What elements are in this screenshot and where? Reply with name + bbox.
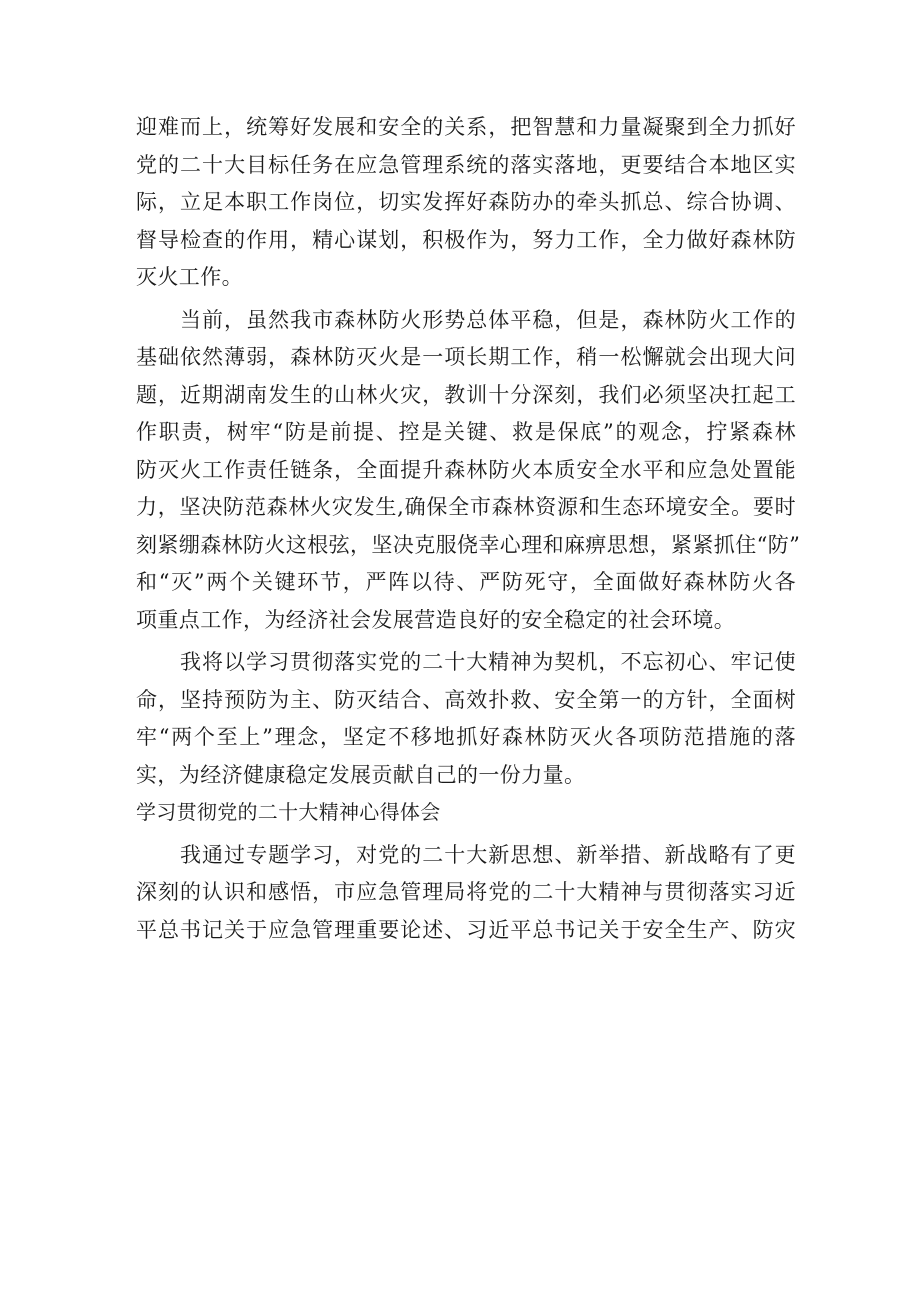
text-line: 牢“两个至上”理念，坚定不移地抓好森林防灭火各项防范措施的落 bbox=[136, 725, 796, 749]
text-line: 督导检查的作用，精心谋划，积极作为，努力工作，全力做好森林防 bbox=[136, 227, 796, 252]
section-heading bbox=[136, 794, 796, 832]
heading-text: 学习贯彻党的二十大精神心得体会 bbox=[136, 800, 441, 824]
text-line: 作职责，树牢“防是前提、控是关键、救是保底”的观念，拧紧森林 bbox=[136, 420, 796, 444]
text-line: 灭火工作。 bbox=[136, 265, 243, 289]
text-line: 防灭火工作责任链条，全面提升森林防火本质安全水平和应急处置能 bbox=[136, 457, 796, 482]
text-line: 迎难而上，统筹好发展和安全的关系，把智慧和力量凝聚到全力抓好 bbox=[136, 115, 796, 139]
text-line: 和“灭”两个关键环节，严阵以待、严防死守，全面做好森林防火各 bbox=[136, 570, 796, 594]
text-line: 际，立足本职工作岗位，切实发挥好森防办的牵头抓总、综合协调、 bbox=[136, 190, 796, 214]
text-line: 实，为经济健康稳定发展贡献自己的一份力量。 bbox=[136, 762, 586, 787]
text-line: 项重点工作，为经济社会发展营造良好的安全稳定的社会环境。 bbox=[136, 607, 736, 632]
paragraph-1 bbox=[136, 109, 796, 297]
text-line: 题，近期湖南发生的山林火灾，教训十分深刻，我们必须坚决扛起工 bbox=[136, 382, 796, 407]
text-line: 党的二十大目标任务在应急管理系统的落实落地，更要结合本地区实 bbox=[136, 152, 796, 177]
text-line: 基础依然薄弱，森林防灭火是一项长期工作，稍一松懈就会出现大问 bbox=[136, 345, 796, 369]
text-line: 命，坚持预防为主、防灭结合、高效扑救、安全第一的方针，全面树 bbox=[136, 687, 796, 712]
text-line: 力，坚决防范森林火灾发生,确保全市森林资源和生态环境安全。要时 bbox=[136, 495, 796, 519]
text-line: 刻紧绷森林防火这根弦，坚决克服侥幸心理和麻痹思想，紧紧抓住“防” bbox=[136, 532, 801, 557]
text-line: 深刻的认识和感悟，市应急管理局将党的二十大精神与贯彻落实习近 bbox=[136, 880, 796, 904]
text-line: 我通过专题学习，对党的二十大新思想、新举措、新战略有了更 bbox=[180, 842, 796, 867]
text-line: 平总书记关于应急管理重要论述、习近平总书记关于安全生产、防灾 bbox=[136, 917, 796, 942]
paragraph-3 bbox=[136, 644, 796, 794]
paragraph-4 bbox=[136, 837, 796, 950]
document-body bbox=[136, 109, 801, 949]
paragraph-2 bbox=[136, 302, 801, 640]
text-line: 当前，虽然我市森林防火形势总体平稳，但是，森林防火工作的 bbox=[180, 307, 796, 332]
text-line: 我将以学习贯彻落实党的二十大精神为契机，不忘初心、牢记使 bbox=[180, 650, 796, 674]
